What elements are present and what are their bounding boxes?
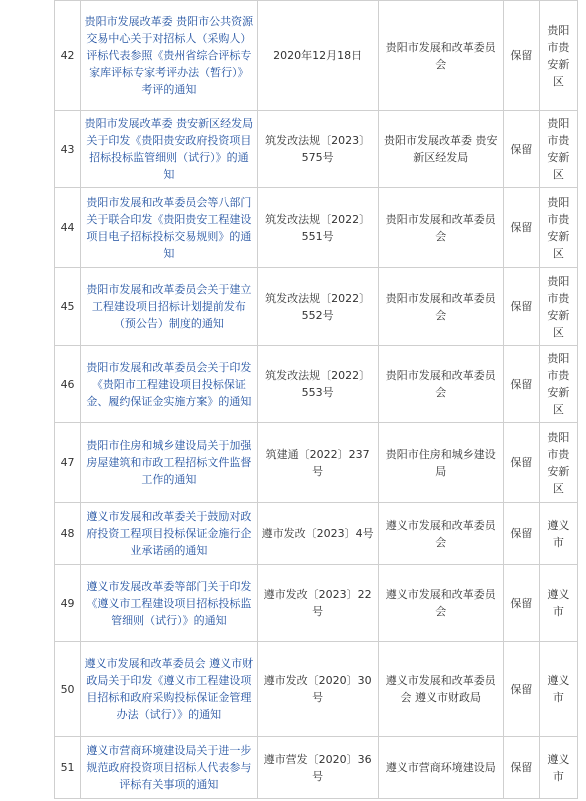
document-number: 遵市发改〔2023〕22号 (257, 565, 378, 642)
table-row (55, 1, 578, 111)
status-cell: 保留 (503, 1, 539, 111)
row-number: 51 (55, 737, 81, 799)
regulation-table (54, 0, 578, 799)
document-title-link[interactable]: 贵阳市发展和改革委员会关于建立工程建设项目招标计划提前发布（预公告）制度的通知 (81, 268, 258, 346)
status-cell: 保留 (503, 737, 539, 799)
document-title-link[interactable]: 遵义市发展和改革委关于鼓励对政府投资工程项目投标保证金施行企业承诺函的通知 (81, 503, 258, 565)
table-row (55, 737, 578, 799)
region-cell: 贵阳市贵安新区 (539, 111, 577, 188)
issuing-authority: 遵义市发展和改革委员会 (378, 503, 503, 565)
status-cell: 保留 (503, 565, 539, 642)
issuing-authority: 贵阳市发展和改革委员会 (378, 188, 503, 268)
region-cell: 贵阳市贵安新区 (539, 346, 577, 423)
table-row (55, 503, 578, 565)
table-row (55, 188, 578, 268)
status-cell: 保留 (503, 503, 539, 565)
table-row (55, 642, 578, 737)
region-cell: 贵阳市贵安新区 (539, 268, 577, 346)
row-number: 43 (55, 111, 81, 188)
row-number: 45 (55, 268, 81, 346)
region-cell: 遵义市 (539, 642, 577, 737)
issuing-authority: 贵阳市发展改革委 贵安新区经发局 (378, 111, 503, 188)
table-row (55, 565, 578, 642)
region-cell: 贵阳市贵安新区 (539, 188, 577, 268)
row-number: 49 (55, 565, 81, 642)
status-cell: 保留 (503, 642, 539, 737)
status-cell: 保留 (503, 346, 539, 423)
issuing-authority: 贵阳市发展和改革委员会 (378, 268, 503, 346)
document-number: 遵市发改〔2020〕30号 (257, 642, 378, 737)
region-cell: 遵义市 (539, 503, 577, 565)
table-row (55, 268, 578, 346)
issuing-authority: 贵阳市发展和改革委员会 (378, 1, 503, 111)
issuing-authority: 遵义市营商环境建设局 (378, 737, 503, 799)
document-number: 筑发改法规〔2022〕552号 (257, 268, 378, 346)
document-number: 筑建通〔2022〕237号 (257, 423, 378, 503)
status-cell: 保留 (503, 423, 539, 503)
issuing-authority: 遵义市发展和改革委员会 (378, 565, 503, 642)
document-title-link[interactable]: 贵阳市住房和城乡建设局关于加强房屋建筑和市政工程招标文件监督工作的通知 (81, 423, 258, 503)
document-title-link[interactable]: 遵义市营商环境建设局关于进一步规范政府投资项目招标人代表参与评标有关事项的通知 (81, 737, 258, 799)
issuing-authority: 贵阳市发展和改革委员会 (378, 346, 503, 423)
document-number: 筑发改法规〔2023〕575号 (257, 111, 378, 188)
document-number: 遵市营发〔2020〕36号 (257, 737, 378, 799)
status-cell: 保留 (503, 268, 539, 346)
document-title-link[interactable]: 贵阳市发展和改革委员会等八部门关于联合印发《贵阳贵安工程建设项目电子招标投标交易规则》的通知 (81, 188, 258, 268)
document-title-link[interactable]: 贵阳市发展改革委 贵阳市公共资源交易中心关于对招标人（采购人）评标代表参照《贵州省综合评标专家库评标专家考评办法（暂行）》考评的通知 (81, 1, 258, 111)
issuing-authority: 遵义市发展和改革委员会 遵义市财政局 (378, 642, 503, 737)
table-row (55, 111, 578, 188)
row-number: 50 (55, 642, 81, 737)
table-row (55, 346, 578, 423)
row-number: 47 (55, 423, 81, 503)
document-number: 筑发改法规〔2022〕553号 (257, 346, 378, 423)
document-title-link[interactable]: 贵阳市发展和改革委员会关于印发《贵阳市工程建设项目投标保证金、履约保证金实施方案》的通知 (81, 346, 258, 423)
document-title-link[interactable]: 贵阳市发展改革委 贵安新区经发局关于印发《贵阳贵安政府投资项目招标投标监管细则（试行）》的通知 (81, 111, 258, 188)
document-title-link[interactable]: 遵义市发展改革委等部门关于印发《遵义市工程建设项目招标投标监管细则（试行）》的通知 (81, 565, 258, 642)
status-cell: 保留 (503, 111, 539, 188)
row-number: 42 (55, 1, 81, 111)
row-number: 46 (55, 346, 81, 423)
table-row (55, 423, 578, 503)
document-number: 2020年12月18日 (257, 1, 378, 111)
region-cell: 贵阳市贵安新区 (539, 1, 577, 111)
document-number: 筑发改法规〔2022〕551号 (257, 188, 378, 268)
region-cell: 遵义市 (539, 737, 577, 799)
region-cell: 遵义市 (539, 565, 577, 642)
document-title-link[interactable]: 遵义市发展和改革委员会 遵义市财政局关于印发《遵义市工程建设项目招标和政府采购投标保证金管理办法（试行）》的通知 (81, 642, 258, 737)
region-cell: 贵阳市贵安新区 (539, 423, 577, 503)
row-number: 48 (55, 503, 81, 565)
document-number: 遵市发改〔2023〕4号 (257, 503, 378, 565)
row-number: 44 (55, 188, 81, 268)
issuing-authority: 贵阳市住房和城乡建设局 (378, 423, 503, 503)
status-cell: 保留 (503, 188, 539, 268)
